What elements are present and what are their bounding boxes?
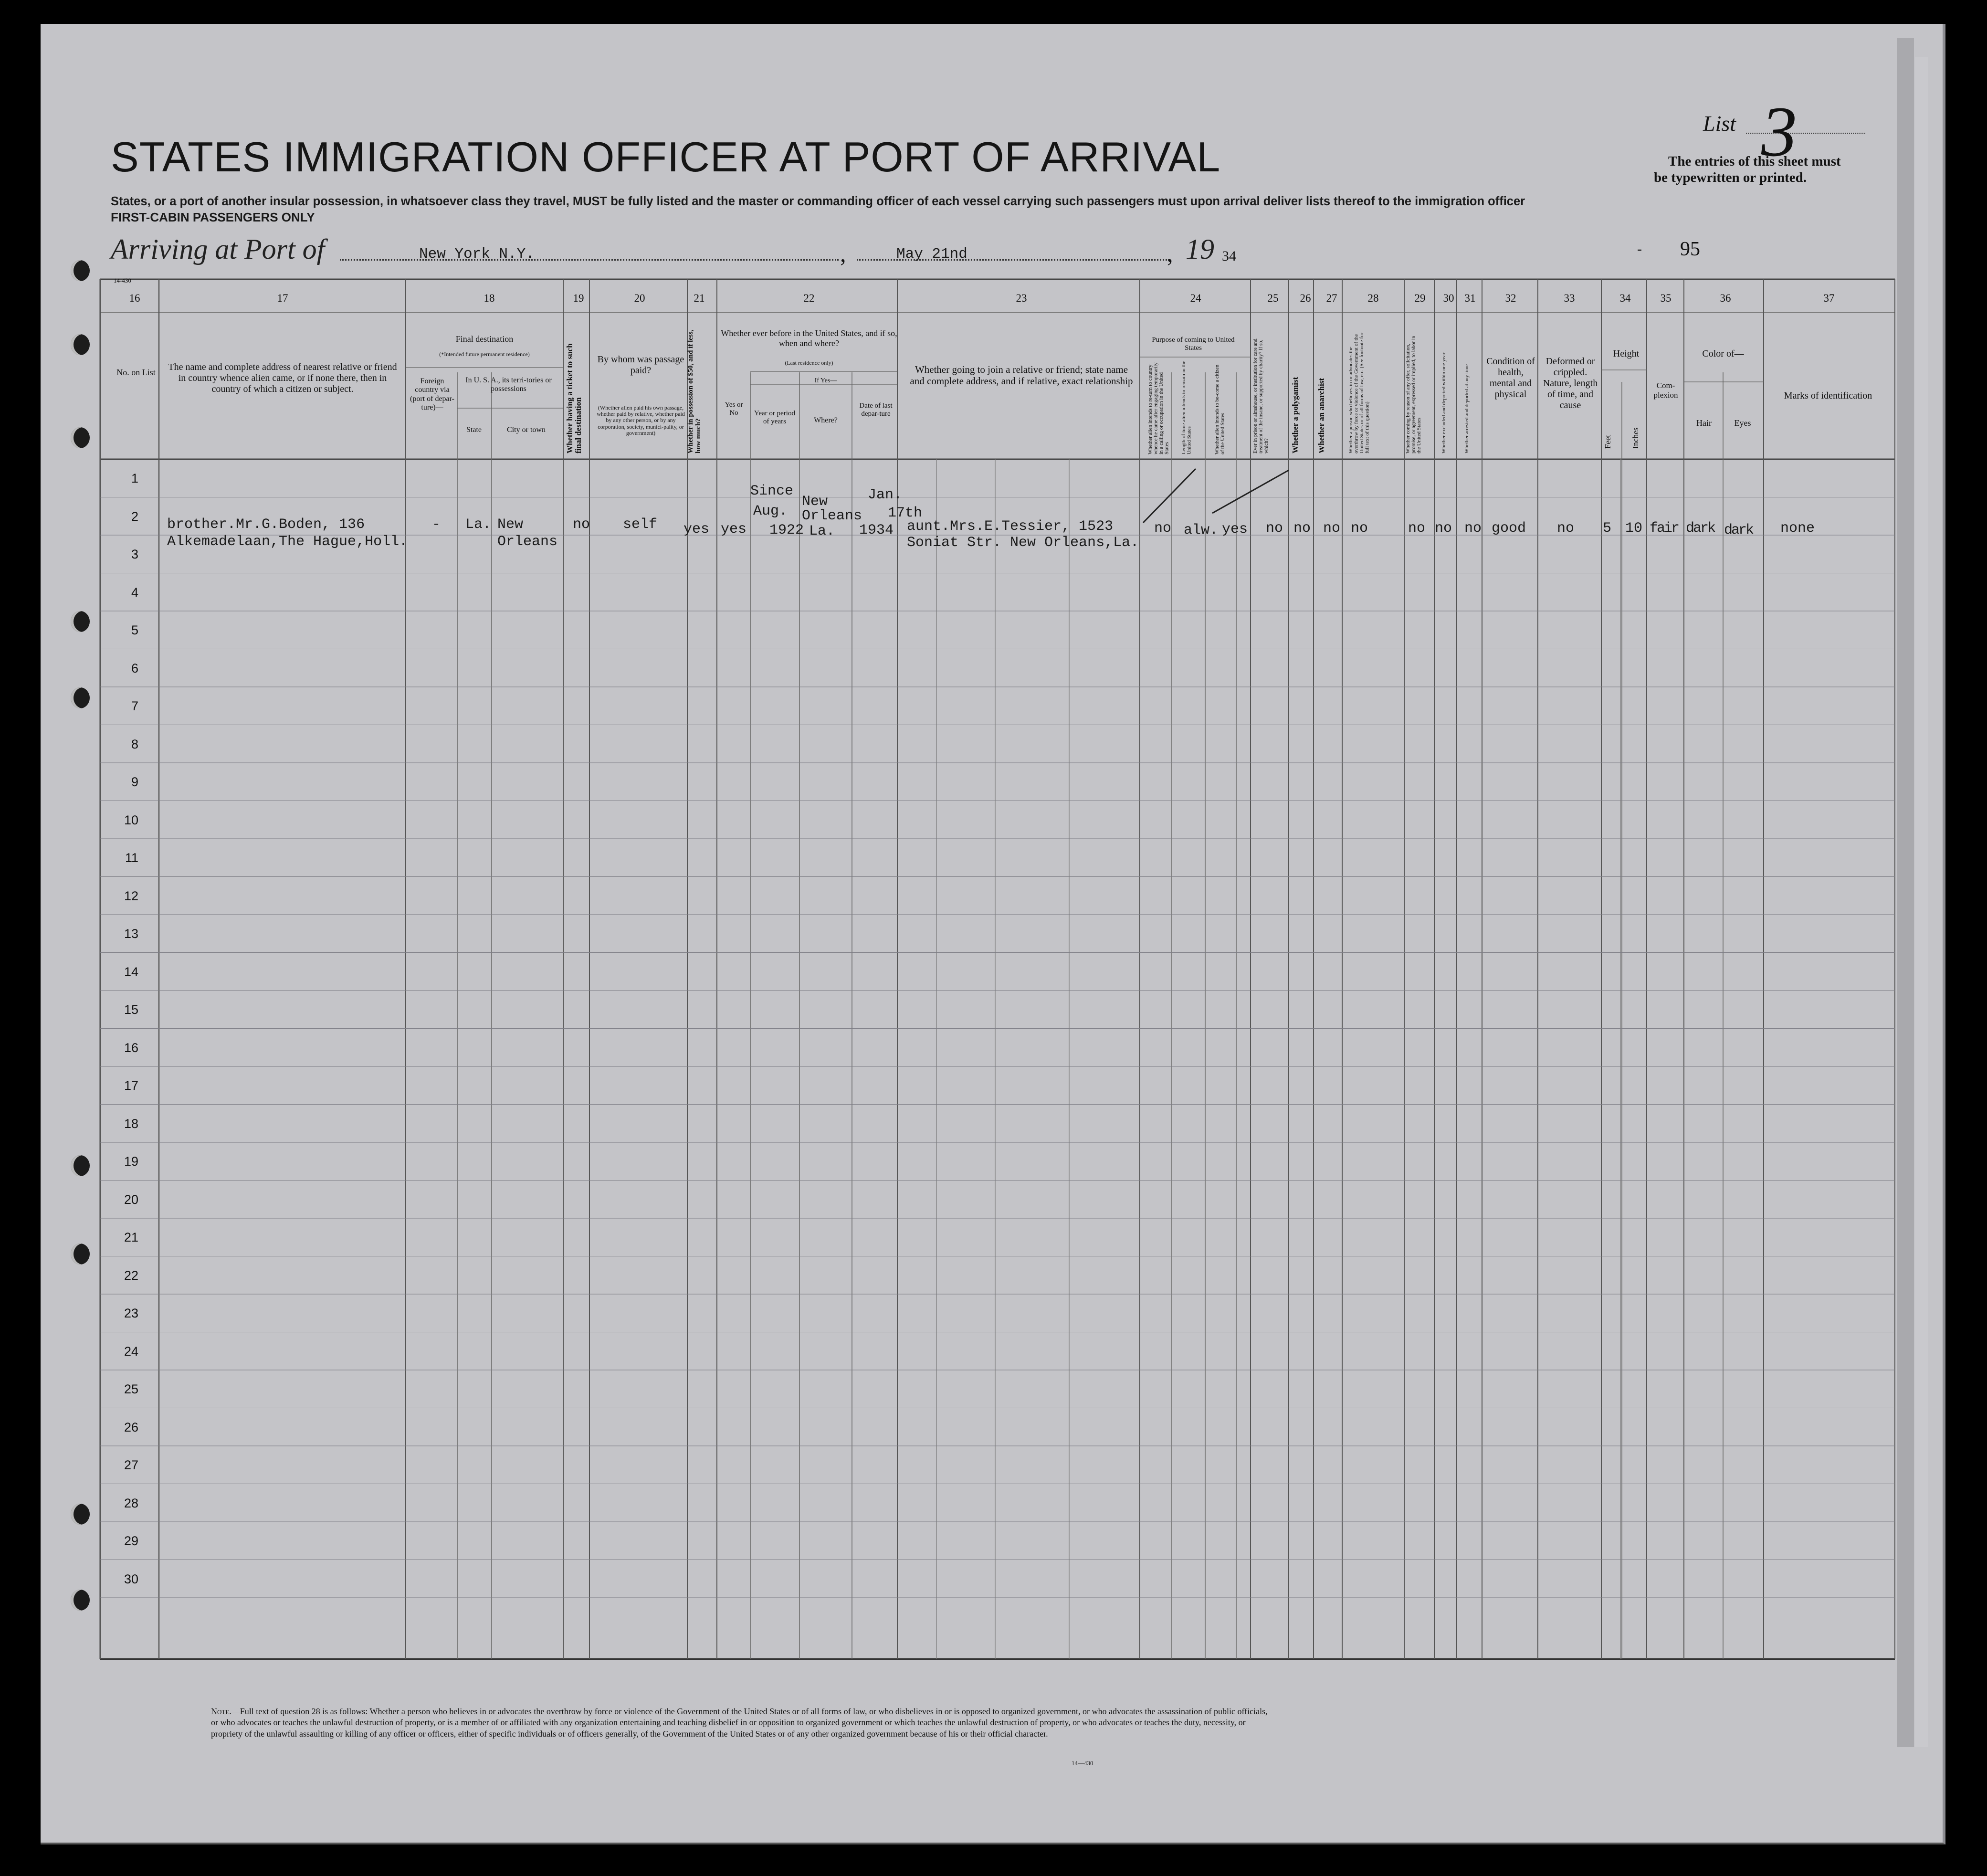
q29-value: no (1408, 520, 1426, 537)
header-complexion: Com-plexion (1653, 381, 1678, 400)
feet-value: 5 (1603, 520, 1612, 537)
header-money: Whether in possession of $50, and if less, how much? (687, 329, 702, 453)
footnote-lead: Note.— (211, 1707, 240, 1716)
column-number: 16 (129, 292, 140, 304)
header-where: Where? (814, 416, 838, 424)
where-value: Orleans (802, 508, 862, 524)
header-ticket: Whether having a ticket to such final destination (565, 343, 583, 453)
header-anarchist: Whether an anarchist (1317, 378, 1326, 453)
header-ever-before-note: (Last residence only) (785, 359, 833, 366)
punch-hole (71, 427, 90, 448)
header-in-usa: In U. S. A., its terri-tories or possessions (465, 376, 552, 393)
row-number: 1 (131, 471, 138, 485)
column-number: 34 (1619, 292, 1631, 304)
row-number: 12 (124, 888, 138, 903)
join-relative-value: aunt.Mrs.E.Tessier, 1523 (907, 518, 1114, 535)
entries-note: The entries of this sheet must (1668, 154, 1841, 169)
header-eyes: Eyes (1734, 418, 1751, 428)
q28-value: no (1351, 520, 1368, 537)
row-number: 7 (131, 699, 138, 713)
class-line: FIRST-CABIN PASSENGERS ONLY (111, 210, 315, 224)
row-number: 22 (124, 1268, 138, 1283)
year-value: 34 (1222, 248, 1236, 264)
row-number: 21 (124, 1230, 138, 1244)
column-number: 31 (1464, 292, 1476, 304)
header-q29: Whether coming by reason of any offer, solicitation, promise, or agreement, expressed or implied, to labor in the United States (1405, 336, 1422, 453)
q31-value: no (1464, 520, 1482, 537)
header-purpose: Purpose of coming to United States (1152, 336, 1235, 352)
header-passage-paid: By whom was passage paid? (597, 354, 684, 376)
check-stroke (1143, 469, 1196, 523)
hair-value: dark (1686, 520, 1715, 537)
column-number: 21 (694, 292, 705, 304)
prison-value: no (1266, 520, 1283, 537)
column-number: 32 (1505, 292, 1516, 304)
row-number: 24 (124, 1344, 138, 1359)
city-value: Orleans (497, 534, 558, 550)
complexion-value: fair (1650, 520, 1679, 537)
header-no-on-list: No. on List (116, 368, 156, 377)
column-number: 35 (1660, 292, 1672, 304)
column-number: 26 (1300, 292, 1311, 304)
header-inches: Inches (1631, 427, 1640, 449)
header-state: State (466, 426, 482, 434)
punch-hole (71, 1244, 90, 1265)
row-number: 28 (124, 1496, 138, 1510)
column-number: 22 (803, 292, 815, 304)
state-value: La. (465, 516, 492, 533)
header-period: Year or period of years (754, 410, 795, 426)
column-number: 29 (1414, 292, 1426, 304)
header-final-destination-note: (*Intended future permanent residence) (439, 351, 530, 358)
form-code: 14-430 (114, 277, 131, 284)
column-number: 24 (1190, 292, 1201, 304)
row-number: 29 (124, 1534, 138, 1548)
footnote-code: 14—430 (1072, 1760, 1093, 1767)
passage-paid-value: self (623, 516, 658, 533)
row-number: 6 (131, 661, 138, 675)
row-number: 17 (124, 1078, 138, 1093)
deformed-value: no (1557, 520, 1575, 537)
ever-before-value: yes (721, 521, 747, 538)
punch-hole (71, 611, 90, 632)
row-number: 15 (124, 1002, 138, 1017)
header-color-of: Color of— (1702, 348, 1744, 359)
row-number: 30 (124, 1571, 138, 1586)
column-number: 18 (484, 292, 495, 304)
header-join-relative: Whether going to join a relative or friend; state name and complete address, and if relative, exact relationship (910, 364, 1133, 387)
marks-value: none (1780, 520, 1815, 537)
eyes-value: dark (1724, 522, 1753, 538)
punch-hole (71, 687, 90, 708)
header-date-departure: Date of last depar-ture (859, 402, 893, 418)
row-number: 19 (124, 1154, 138, 1169)
row-number: 8 (131, 737, 138, 751)
header-passage-paid-note: (Whether alien paid his own passage, whether paid by relative, whether paid by any other person, or by any corporation, society, munici-pality, or government) (597, 404, 685, 436)
column-number: 37 (1823, 292, 1835, 304)
punch-hole (71, 1504, 90, 1525)
relative-address: Alkemadelaan,The Hague,Holl. (167, 534, 408, 550)
where-value: New (802, 494, 828, 510)
departure-value: 17th (888, 505, 923, 521)
footnote (211, 1706, 1271, 1739)
period-value: Aug. (753, 503, 788, 519)
arriving-label: Arriving at Port of (111, 233, 325, 265)
header-ever-before: Whether ever before in the United States, and if so, when and where? (721, 328, 897, 348)
money-value: yes (683, 521, 710, 538)
punch-hole (71, 1155, 90, 1176)
punch-hole (71, 1590, 90, 1611)
departure-value: Jan. (868, 487, 903, 503)
column-number: 27 (1326, 292, 1337, 304)
length-value: alw. (1184, 522, 1219, 538)
header-purpose-return: Whether alien intends to re-turn to country whence he came after engaging temporarily in a calling or occupation in the United States (1147, 362, 1170, 454)
row-number: 9 (131, 775, 138, 789)
row-number: 16 (124, 1040, 138, 1055)
date-value: May 21nd (896, 246, 967, 263)
header-nearest-relative: The name and complete address of nearest relative or friend in country whence alien came, or if none there, then in country of which a citizen or subject. (168, 362, 397, 394)
form-title: STATES IMMIGRATION OFFICER AT PORT OF ARRIVAL (111, 133, 1221, 180)
header-polygamist: Whether a polygamist (1291, 377, 1300, 453)
row-number: 5 (131, 623, 138, 637)
entries-note: be typewritten or printed. (1654, 170, 1807, 185)
relative-address: brother.Mr.G.Boden, 136 (167, 516, 365, 533)
header-height: Height (1613, 348, 1640, 359)
health-value: good (1492, 520, 1526, 537)
row-number: 23 (124, 1306, 138, 1320)
row-number: 18 (124, 1116, 138, 1131)
row-number: 14 (124, 964, 138, 979)
dash-mark: - (1637, 241, 1642, 257)
period-value: Since (750, 483, 794, 499)
row-number: 13 (124, 927, 138, 941)
list-number: 3 (1761, 92, 1797, 171)
departure-value: 1934 (859, 522, 894, 538)
row-number: 27 (124, 1458, 138, 1472)
comma: , (1167, 240, 1173, 267)
header-deformed: Deformed or crippled. Nature, length of time, and cause (1543, 356, 1598, 411)
column-number: 23 (1016, 292, 1027, 304)
header-health: Condition of health, mental and physical (1486, 356, 1535, 400)
punch-hole (71, 334, 90, 355)
return-value: no (1154, 520, 1172, 537)
header-if-yes: If Yes— (814, 377, 837, 384)
row-number: 4 (131, 585, 138, 600)
column-number: 17 (277, 292, 288, 304)
header-q28: Whether a person who believes in or advocates the overthrow by force or violence of the Government of the United States or of all forms of law, etc. (See footnote for full text of this question) (1348, 332, 1370, 453)
join-relative-value: Soniat Str. New Orleans,La. (907, 535, 1139, 551)
row-number: 26 (124, 1420, 138, 1434)
column-number: 19 (573, 292, 584, 304)
year-prefix: 19 (1186, 233, 1214, 265)
column-number: 20 (634, 292, 645, 304)
header-purpose-citizen: Whether alien intends to be-come a citizen of the United States (1214, 364, 1226, 454)
row-number: 25 (124, 1382, 138, 1396)
column-number: 30 (1443, 292, 1454, 304)
port-value: New York N.Y. (419, 246, 535, 263)
header-q31: Whether arrested and deported at any time (1464, 364, 1470, 453)
footnote-text: Full text of question 28 is as follows: Whether a person who believes in or advocates the overthrow by force or violence of the Government of the United States or of all forms of law, or who disbelieves in or is opposed to organized government, or who advocates the assassination of public officials, or who advocates or teaches the unlawful destruction of property, or is a member of or affiliated with any organization entertaining and teaching disbelief in or opposition to organized government or which teaches the unlawful destruction of property, or who advocates or teaches the duty, necessity, or propriety of the unlawful assaulting or killing of any officer or officers, either of specific individuals or of officers generally, of the Government of the United States or of any other organized government because of his or their official character. (211, 1707, 1268, 1739)
header-hair: Hair (1696, 418, 1712, 428)
ticket-value: no (573, 516, 590, 533)
column-number: 28 (1367, 292, 1379, 304)
q30-value: no (1435, 520, 1452, 537)
row-number: 10 (124, 812, 138, 827)
citizen-value: yes (1222, 521, 1248, 538)
header-city: City or town (507, 426, 546, 434)
header-purpose-length: Length of time alien intends to remain in the United States (1181, 360, 1192, 454)
header-feet: Feet (1603, 434, 1612, 449)
header-foreign-country: Foreign country via (port of depar-ture)— (410, 377, 454, 412)
header-yes-no: Yes or No (725, 401, 743, 417)
row-number: 20 (124, 1192, 138, 1207)
row-number: 3 (131, 547, 138, 561)
row-number: 11 (125, 851, 138, 865)
port-line (340, 259, 839, 261)
column-number: 25 (1267, 292, 1279, 304)
period-value: 1922 (769, 522, 804, 538)
inches-value: 10 (1625, 520, 1643, 537)
header-q30: Whether excluded and deported within one year (1441, 352, 1447, 453)
punch-hole (71, 260, 90, 281)
column-number: 33 (1564, 292, 1575, 304)
comma: , (840, 240, 846, 267)
header-marks: Marks of identification (1784, 390, 1872, 401)
header-final-destination: Final destination (455, 334, 514, 344)
header-prison: Ever in prison or almshouse, or institution for care and treatment of the insane, or supported by charity? If so, which? (1252, 338, 1270, 453)
anarchist-value: no (1323, 520, 1341, 537)
intro-line: States, or a port of another insular possession, in whatsoever class they travel, MUST be fully listed and the master or commanding officer of each vessel carrying such passengers must upon arrival deliver lists thereof to the immigration officer (111, 195, 1525, 208)
column-number: 36 (1720, 292, 1731, 304)
city-value: New (497, 516, 524, 533)
list-label: List (1703, 111, 1736, 136)
row-number: 2 (131, 509, 138, 524)
page-number: 95 (1680, 238, 1700, 260)
polygamist-value: no (1293, 520, 1311, 537)
where-value: La. (809, 523, 835, 539)
foreign-country-value: - (432, 516, 441, 533)
